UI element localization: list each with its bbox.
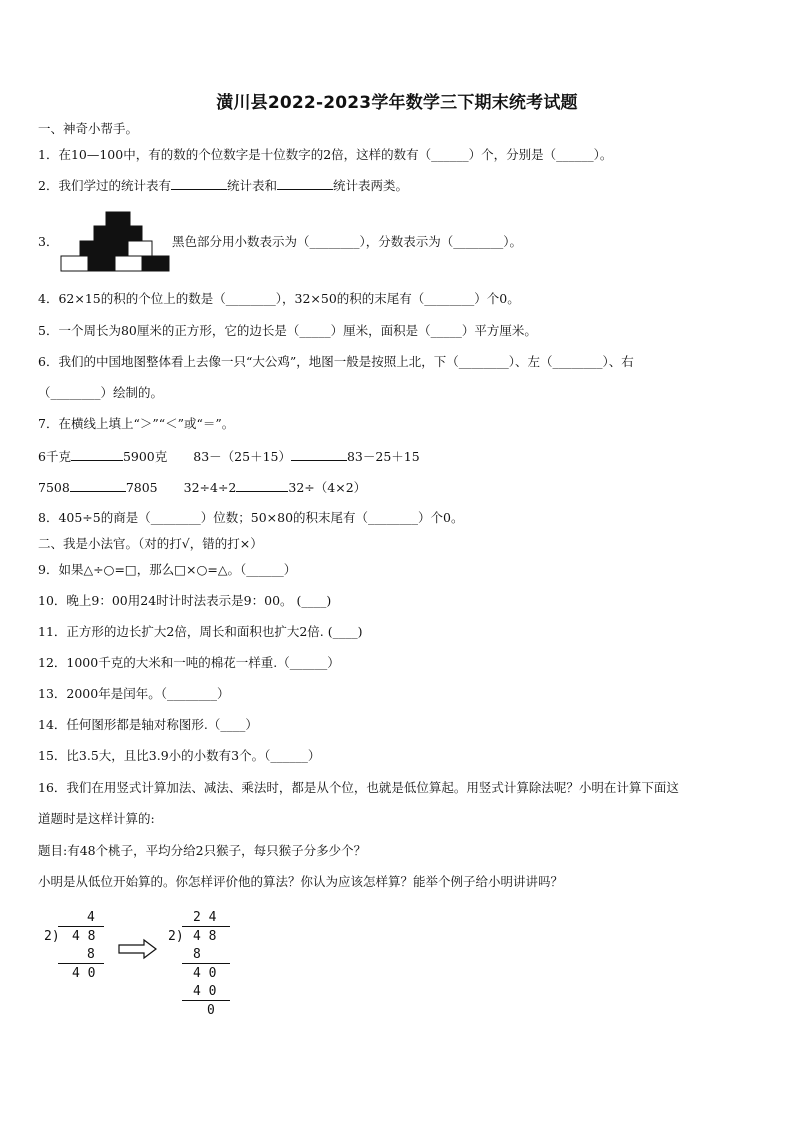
question-6-line-1: 6．我们的中国地图整体看上去像一只“大公鸡”，地图一般是按照上北，下（________）、左（________）、右	[38, 354, 634, 369]
answer-blank[interactable]	[171, 177, 227, 190]
page-title: 潢川县2022-2023学年数学三下期末统考试题	[216, 93, 578, 113]
question-4: 4．62×15的积的个位上的数是（________），32×50的积的末尾有（________）个0。	[38, 291, 520, 306]
right-arrow-icon	[118, 938, 158, 960]
compare-left: 6千克	[38, 449, 71, 464]
pyramid-figure	[60, 211, 172, 273]
question-2-part-b: 统计表和	[226, 178, 277, 193]
question-3: 黑色部分用小数表示为（________），分数表示为（________）。	[172, 234, 523, 249]
question-2-part-a: 2．我们学过的统计表有	[38, 178, 171, 193]
question-8: 8．405÷5的商是（________）位数；50×80的积末尾有（________）个0。	[38, 510, 464, 525]
question-14: 14．任何图形都是轴对称图形.（____）	[38, 717, 258, 732]
compare-right: 5900克	[122, 449, 168, 464]
question-2	[38, 177, 408, 194]
question-1: 1．在10—100中，有的数的个位数字是十位数字的2倍，这样的数有（______）个，分别是（______）。	[38, 147, 613, 162]
question-7: 7．在横线上填上“＞”“＜”或“＝”。	[38, 416, 235, 431]
question-2-part-c: 统计表两类。	[332, 178, 408, 193]
question-11: 11．正方形的边长扩大2倍，周长和面积也扩大2倍. (____)	[38, 624, 363, 639]
compare-right: 83－25＋15	[346, 449, 420, 464]
question-7-row-1	[38, 448, 420, 465]
question-16-line-4: 小明是从低位开始算的。你怎样评价他的算法？你认为应该怎样算？能举个例子给小明讲讲吗？	[38, 874, 564, 889]
compare-left: 83－（25＋15）	[193, 449, 291, 464]
question-16-line-1: 16．我们在用竖式计算加法、减法、乘法时，都是从个位，也就是低位算起。用竖式计算除法呢？小明在计算下面这	[38, 780, 679, 795]
divisor: 2)	[168, 929, 184, 944]
answer-blank[interactable]	[71, 448, 123, 461]
subtraction-line	[58, 963, 104, 964]
answer-blank[interactable]	[70, 479, 126, 492]
question-12: 12．1000千克的大米和一吨的棉花一样重.（______）	[38, 655, 340, 670]
question-16-line-2: 道题时是这样计算的:	[38, 811, 155, 826]
answer-blank[interactable]	[277, 177, 333, 190]
question-5: 5．一个周长为80厘米的正方形，它的边长是（_____）厘米，面积是（_____）平方厘米。	[38, 323, 537, 338]
question-16-line-3: 题目:有48个桃子，平均分给2只猴子，每只猴子分多少个？	[38, 843, 367, 858]
quotient: 2 4	[193, 910, 217, 925]
division-bar	[58, 926, 104, 927]
compare-right: 7805	[125, 480, 158, 495]
question-7-row-2	[38, 479, 366, 496]
compare-right: 32÷（4×2）	[288, 480, 367, 495]
question-3-number: 3．	[38, 234, 59, 249]
division-bar	[182, 926, 230, 927]
question-9: 9．如果△÷○=□，那么□×○=△。（______）	[38, 562, 297, 577]
subtraction-line	[182, 963, 230, 964]
dividend: 4 8	[72, 929, 96, 944]
answer-blank[interactable]	[236, 479, 288, 492]
compare-left: 7508	[38, 480, 70, 495]
question-15: 15．比3.5大，且比3.9小的小数有3个。（______）	[38, 748, 321, 763]
dividend: 4 8	[193, 929, 217, 944]
subtrahend: 4 0	[193, 984, 217, 999]
subtraction-line	[182, 1000, 230, 1001]
divisor: 2)	[44, 929, 60, 944]
subtrahend: 8	[193, 947, 201, 962]
compare-left: 32÷4÷2	[183, 480, 237, 495]
remainder: 0	[207, 1003, 215, 1018]
section-heading-2: 二、我是小法官。（对的打√，错的打×）	[38, 536, 263, 551]
remainder: 4 0	[72, 966, 96, 981]
remainder: 4 0	[193, 966, 217, 981]
question-6-line-2: （________）绘制的。	[38, 385, 164, 400]
question-13: 13．2000年是闰年。（________）	[38, 686, 230, 701]
question-10: 10．晚上9：00用24时计时法表示是9：00。 (____)	[38, 593, 332, 608]
answer-blank[interactable]	[291, 448, 347, 461]
quotient: 4	[87, 910, 95, 925]
subtrahend: 8	[87, 947, 95, 962]
section-heading-1: 一、神奇小帮手。	[38, 121, 139, 136]
